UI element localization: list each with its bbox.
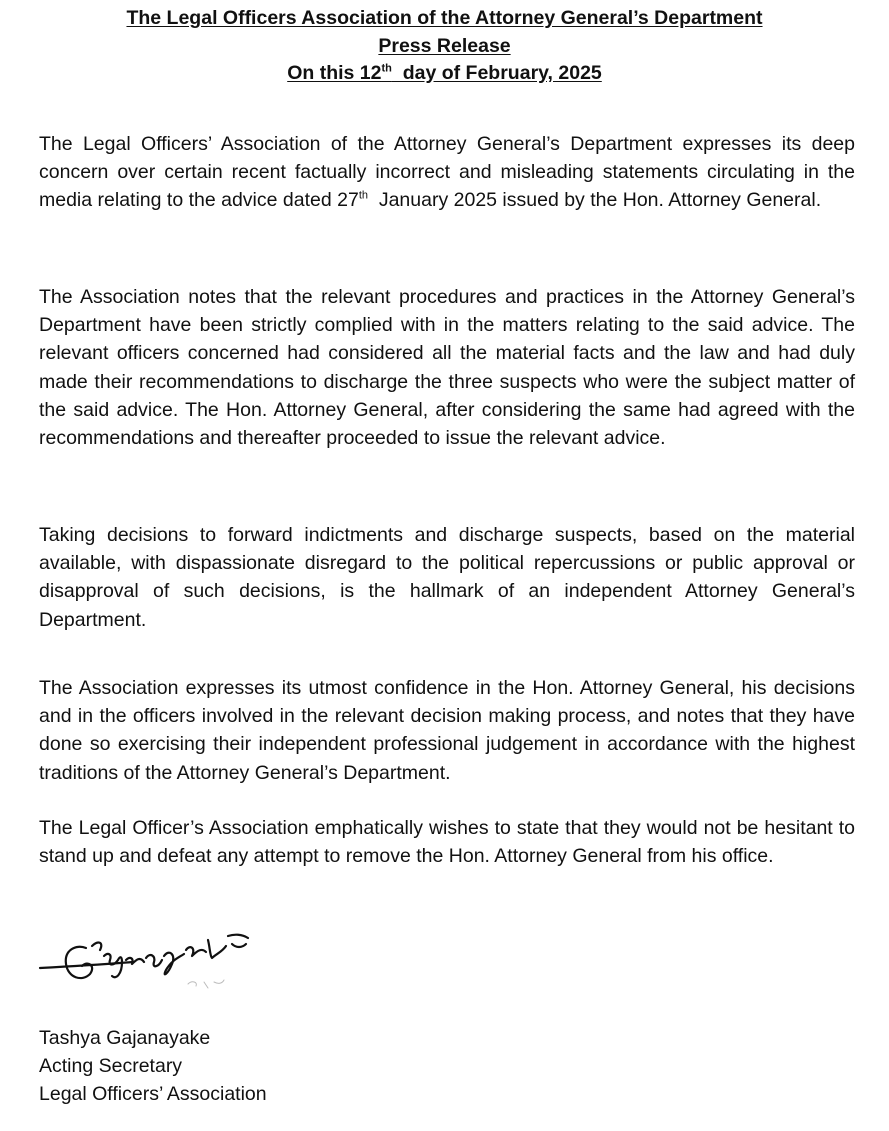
date-suffix: day of February, 2025: [391, 62, 602, 84]
signatory-title: Acting Secretary: [39, 1055, 183, 1077]
document-header: [0, 5, 889, 88]
paragraph-2: The Association notes that the relevant procedures and practices in the Attorney General’s Department have been strictly complied with in the matters relating to the said advice. The relevant officers concerned had considered all the material facts and the law and had duly made their recommendations to discharge the three suspects who were the subject matter of the said advice. The Hon. Attorney General, after considering the same had agreed with the recommendations and thereafter proceeded to issue the relevant advice.: [39, 286, 855, 450]
document-subtitle: Press Release: [378, 34, 511, 57]
paragraph-1-end: January 2025 issued by the Hon. Attorney General.: [368, 189, 822, 212]
paragraph-1-start: The Legal Officers’ Association of the Attorney General’s Department expresses its deep concern over certain recent factually incorrect and misleading statements circulating in the media relating to the advice dated 27: [39, 133, 855, 212]
paragraph-3: Taking decisions to forward indictments and discharge suspects, based on the material available, with dispassionate disregard to the political repercussions or public approval or disapproval of such decisions, is the hallmark of an independent Attorney General’s Department.: [39, 524, 855, 631]
paragraph-1-ordinal: th: [358, 189, 368, 202]
date-ordinal: th: [381, 62, 392, 75]
document-date: [0, 60, 889, 88]
date-prefix: On this 12: [287, 62, 382, 84]
signature-block: [39, 1024, 267, 1108]
signatory-name: Tashya Gajanayake: [39, 1027, 211, 1049]
signatory-organization: Legal Officers’ Association: [39, 1083, 267, 1105]
paragraph-5: The Legal Officer’s Association emphatically wishes to state that they would not be hesitant to stand up and defeat any attempt to remove the Hon. Attorney General from his office.: [39, 817, 855, 868]
document-title: The Legal Officers Association of the Attorney General’s Department: [126, 7, 763, 29]
paragraph-4: The Association expresses its utmost confidence in the Hon. Attorney General, his decisions and in the officers involved in the relevant decision making process, and notes that they have done so exercising their independent professional judgement in accordance with the highest traditions of the Attorney General’s Department.: [39, 677, 855, 784]
handwritten-signature: [38, 926, 258, 996]
paragraph-1: [39, 130, 855, 215]
